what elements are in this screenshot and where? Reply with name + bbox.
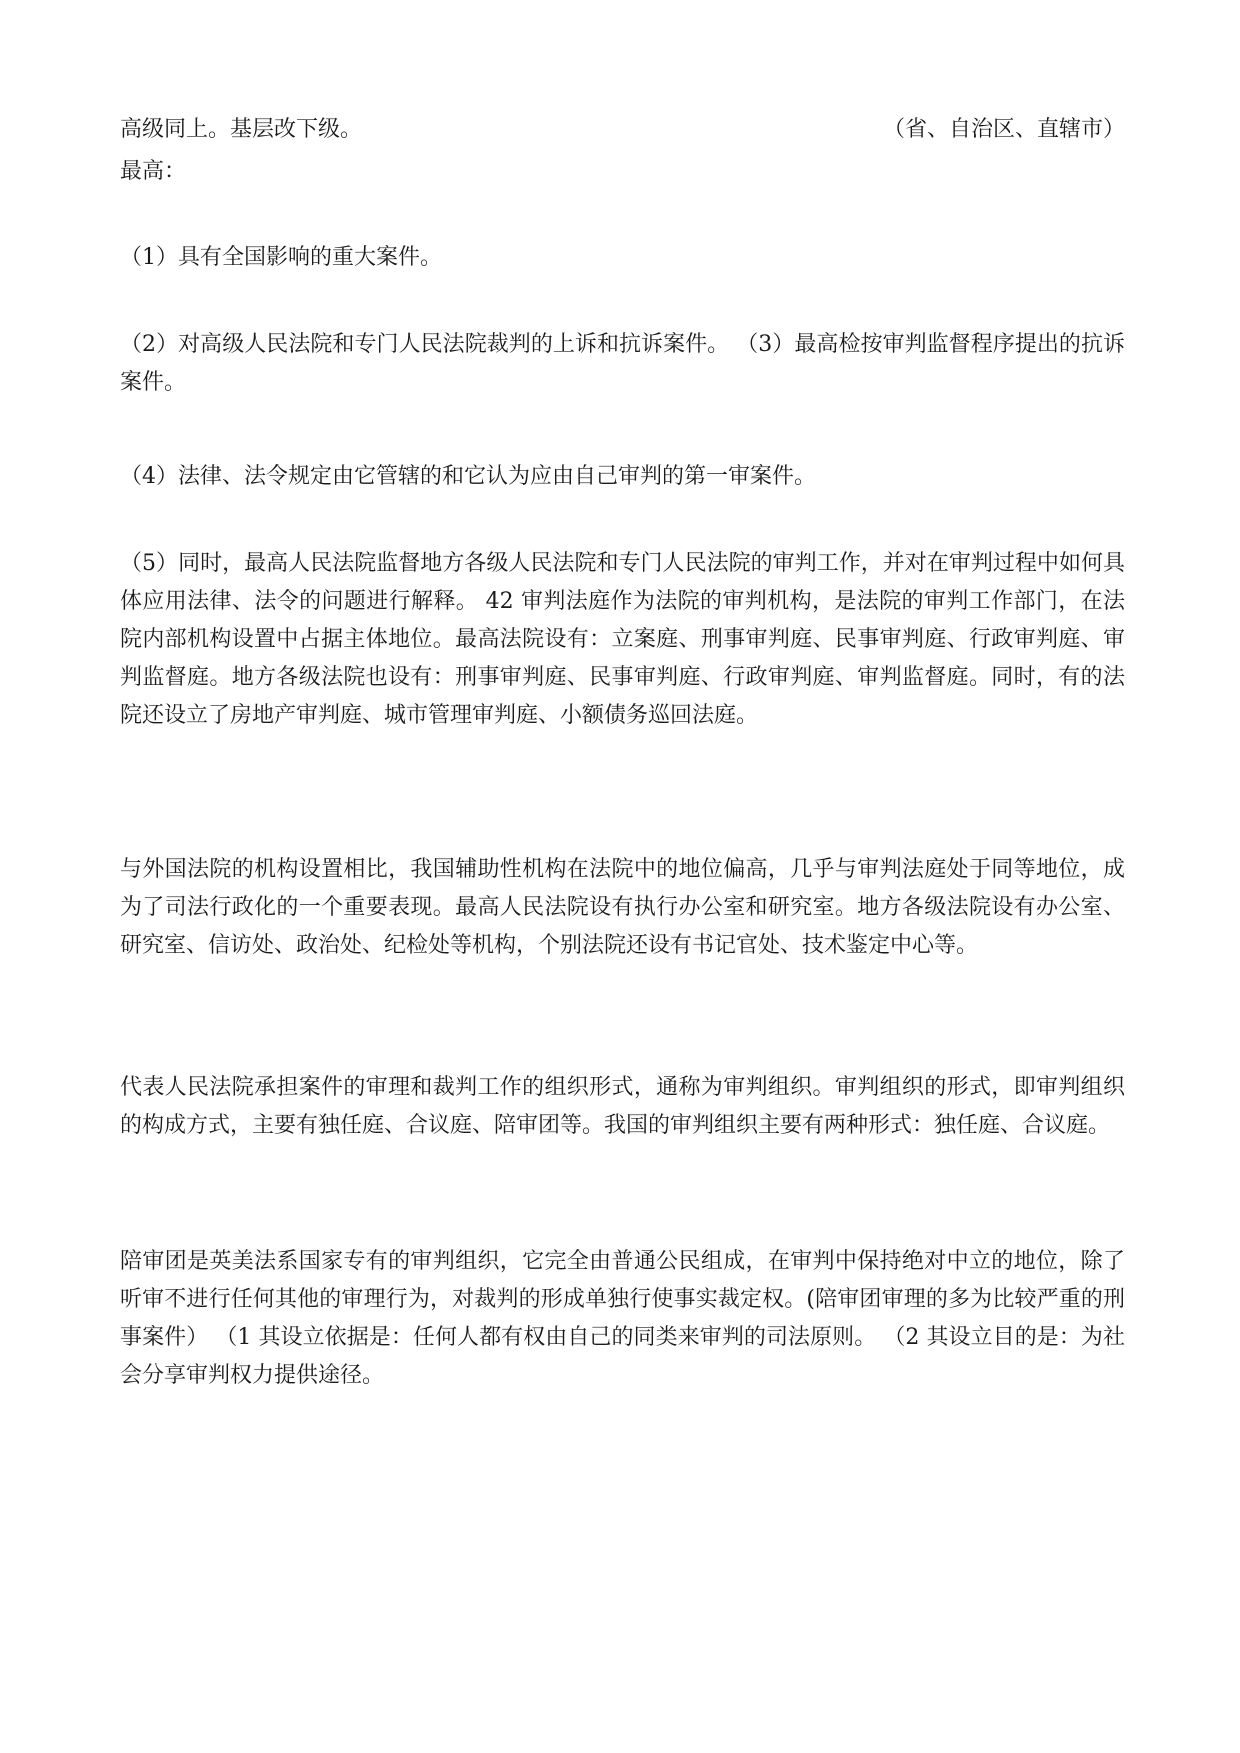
paragraph-trial-organization: 代表人民法院承担案件的审理和裁判工作的组织形式，通称为审判组织。审判组织的形式，即审判组织的构成方式，主要有独任庭、合议庭、陪审团等。我国的审判组织主要有两种形式：独任庭、合议庭。 [120,1075,1125,1138]
item-2-3: （2）对高级人民法院和专门人民法院裁判的上诉和抗诉案件。 （3）最高检按审判监督程序提出的抗诉案件。 [120,332,1125,395]
item-1: （1）具有全国影响的重大案件。 [120,245,442,270]
item-5: （5）同时，最高人民法院监督地方各级人民法院和专门人民法院的审判工作，并对在审判过程中如何具体应用法律、法令的问题进行解释。 42 审判法庭作为法院的审判机构，是法院的审判工作部门，在法院内部机构设置中占据主体地位。最高法院设有：立案庭、刑事审判庭、民事审判庭、行政审判庭、审判监督庭。地方各级法院也设有：刑事审判庭、民事审判庭、行政审判庭、审判监督庭。同时，有的法院还设立了房地产审判庭、城市管理审判庭、小额债务巡回法庭。 [120,551,1125,728]
top-line-right: （省、自治区、直辖市） [882,117,1125,142]
item-4: （4）法律、法令规定由它管辖的和它认为应由自己审判的第一审案件。 [120,464,816,489]
paragraph-auxiliary-institutions: 与外国法院的机构设置相比，我国辅助性机构在法院中的地位偏高，几乎与审判法庭处于同等地位，成为了司法行政化的一个重要表现。最高人民法院设有执行办公室和研究室。地方各级法院设有办公室、研究室、信访处、政治处、纪检处等机构，个别法院还设有书记官处、技术鉴定中心等。 [120,857,1125,958]
paragraph-jury: 陪审团是英美法系国家专有的审判组织，它完全由普通公民组成，在审判中保持绝对中立的地位，除了听审不进行任何其他的审理行为，对裁判的形成单独行使事实裁定权。(陪审团审理的多为比较严重的刑事案件） （1 其设立依据是：任何人都有权由自己的同类来审判的司法原则。 （2 其设立目的是：为社会分享审判权力提供途径。 [120,1249,1125,1388]
top-line-left: 高级同上。基层改下级。 [120,117,363,142]
top-line [120,111,1125,149]
heading-supreme: 最高： [120,159,187,184]
